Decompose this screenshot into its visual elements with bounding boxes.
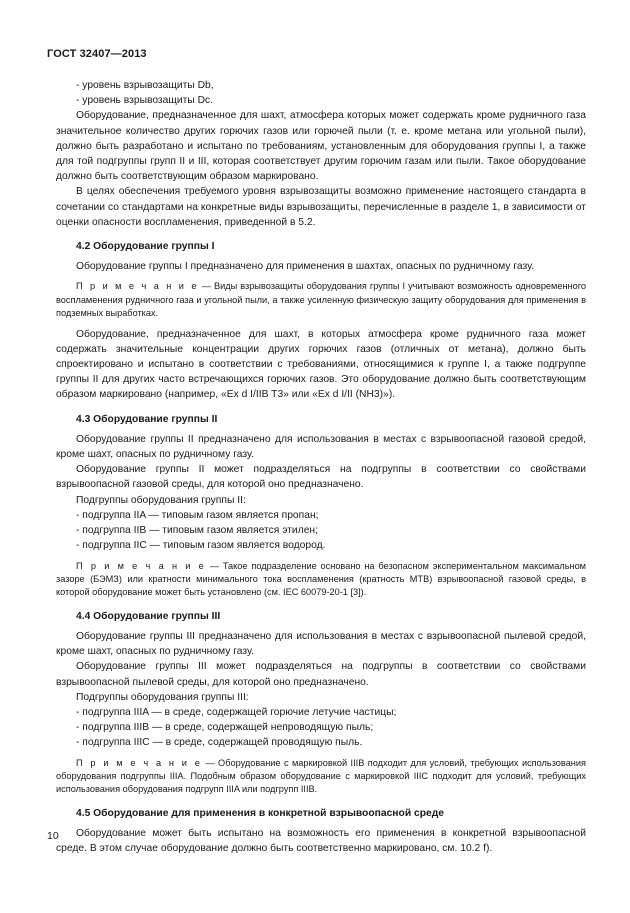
document-header: ГОСТ 32407—2013 [47,48,147,60]
paragraph: Оборудование, предназначенное для шахт, в которых атмосфера кроме рудничного газа может содержать значительные концентрации других горючих газов (отличных от метана), должно быть спроектировано и испытано в соответствии с требованиями, относящимися к группе I, а также подгруппе группы II для других часто встречающихся горючих газов. Это оборудование должно быть соответствующим образом маркировано (например, «Ex d I/IIB T3» или «Ex d I/II (NH3)»). [56,328,586,401]
section-heading-4-3: 4.3 Оборудование группы II [76,413,218,425]
note [56,560,586,600]
section-heading-4-5: 4.5 Оборудование для применения в конкретной взрывоопасной среде [76,807,445,819]
page-number: 10 [47,830,59,842]
paragraph: Подгруппы оборудования группы III: [76,691,249,703]
list-item: - подгруппа IIC — типовым газом является водород. [76,540,326,552]
list-item: - уровень взрывозащиты Db, [76,80,214,91]
note-label: П р и м е ч а н и е [76,757,203,768]
paragraph: Оборудование группы II может подразделяться на подгруппы в соответствии со свойствами взрывоопасной газовой среды, для которой оно предназначено. [56,464,586,491]
note-label: П р и м е ч а н и е [76,560,206,571]
list-item: - подгруппа IIIB — в среде, содержащей непроводящую пыль; [76,722,374,734]
note-text: — Оборудование с маркировкой IIIB подходит для условий, требующих использования оборудования подгруппы IIIA. Подобным образом оборудование с маркировкой IIIC подходит для условий, требующих использования оборудования подгрупп IIIA или подгрупп IIIB. [56,757,586,795]
list-item: - подгруппа IIA — типовым газом является пропан; [76,509,319,521]
section-heading-4-4: 4.4 Оборудование группы III [76,610,221,622]
paragraph: В целях обеспечения требуемого уровня взрывозащиты возможно применение настоящего стандарта в сочетании со стандартами на конкретные виды взрывозащиты, перечисленные в разделе 1, в зависимости от оценки опасности воспламенения, приведенной в 5.2. [56,186,586,228]
list-item: - уровень взрывозащиты Dc. [76,95,214,107]
document-body [56,78,586,856]
paragraph: Оборудование группы III может подразделяться на подгруппы в соответствии со свойствами взрывоопасной пылевой среды, для которой оно предназначено. [56,661,586,688]
paragraph: Оборудование, предназначенное для шахт, атмосфера которых может содержать кроме рудничного газа значительное количество других горючих газов или горючей пыли (т. е. кроме метана или угольной пыли), должно быть разработано и испытано по требованиям, установленным для оборудования группы I, а также для той подгруппы групп II и III, которая соответствует другим горючим газам или пыли. Такое оборудование должно быть соответствующим образом маркировано. [56,110,586,183]
list-item: - подгруппа IIIA — в среде, содержащей горючие летучие частицы; [76,706,397,718]
list-item: - подгруппа IIIC — в среде, содержащей проводящую пыль. [76,737,363,749]
note-label: П р и м е ч а н и е [76,281,199,292]
paragraph: Оборудование группы III предназначено для использования в местах с взрывоопасной пылевой средой, кроме шахт, опасных по рудничному газу. [56,630,586,658]
section-heading-4-2: 4.2 Оборудование группы I [76,241,215,253]
note [56,757,586,797]
paragraph: Оборудование может быть испытано на возможность его применения в конкретной взрывоопасной среде. В этом случае оборудование должно быть соответственно маркировано, см. 10.2 f). [56,827,586,855]
note-text: — Такое подразделение основано на безопасном экспериментальном максимальном зазоре (БЭМЗ) или кратности минимального тока воспламенения (кратность МТВ) взрывоопасной газовой среды, в которой оборудование может быть установлено (см. IEC 60079-20-1 [3]). [56,560,586,598]
list-item: - подгруппа IIB — типовым газом является этилен; [76,525,318,537]
paragraph: Оборудование группы I предназначено для применения в шахтах, опасных по рудничному газу. [76,261,535,273]
paragraph: Подгруппы оборудования группы II: [76,494,246,506]
note-text: — Виды взрывозащиты оборудования группы I учитывают возможность одновременного воспламенения рудничного газа и угольной пыли, а также усиленную физическую защиту оборудования для применения в подземных выработках. [56,281,586,319]
note [56,280,586,320]
paragraph: Оборудование группы II предназначено для использования в местах с взрывоопасной газовой средой, кроме шахт, опасных по рудничному газу. [56,433,586,461]
